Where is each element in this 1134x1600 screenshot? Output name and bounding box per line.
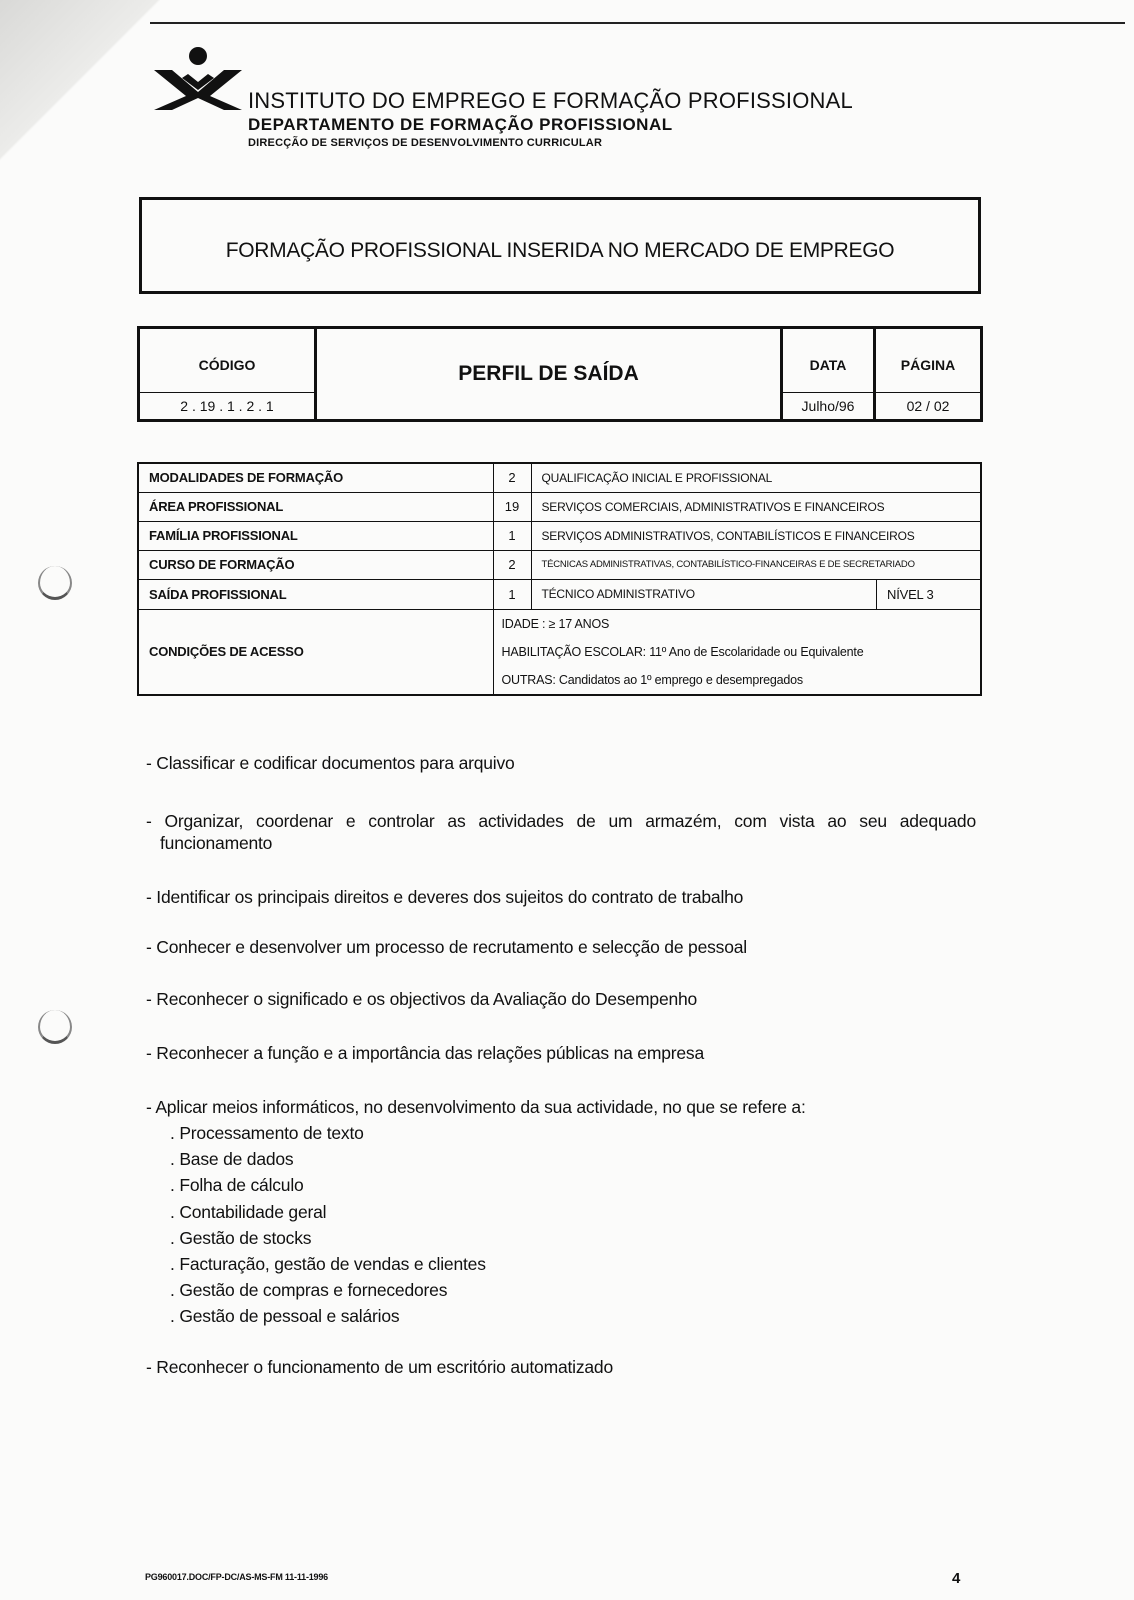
acesso-outras: OUTRAS: Candidatos ao 1º emprego e desempregados: [501, 672, 803, 687]
row-number: 1: [493, 579, 531, 609]
sub-item: . Base de dados: [170, 1149, 294, 1169]
row-label: ÁREA PROFISSIONAL: [138, 492, 493, 521]
sub-item: . Gestão de stocks: [170, 1228, 312, 1248]
row-description: SERVIÇOS COMERCIAIS, ADMINISTRATIVOS E FINANCEIROS: [531, 492, 981, 521]
profile-title: PERFIL DE SAÍDA: [458, 362, 639, 385]
list-item: - Organizar, coordenar e controlar as actividades de um armazém, com vista ao seu adequado funcionamento: [146, 811, 976, 853]
sub-item: . Contabilidade geral: [170, 1202, 327, 1222]
list-item: - Reconhecer a função e a importância das relações públicas na empresa: [146, 1043, 704, 1063]
list-item: - Reconhecer o significado e os objectivos da Avaliação do Desempenho: [146, 989, 698, 1009]
sub-item: . Folha de cálculo: [170, 1175, 304, 1195]
punch-hole-top: [38, 566, 72, 600]
sub-item: . Processamento de texto: [170, 1123, 364, 1143]
list-item: - Aplicar meios informáticos, no desenvolvimento da sua actividade, no que se refere a:: [146, 1097, 806, 1117]
data-cell: [780, 329, 876, 419]
row-label: CURSO DE FORMAÇÃO: [138, 550, 493, 579]
profile-info-box: [137, 326, 983, 422]
row-number: 2: [493, 463, 531, 492]
top-rule: [150, 22, 1125, 24]
saida-description: TÉCNICO ADMINISTRATIVO: [541, 587, 695, 601]
row-number: 1: [493, 521, 531, 550]
codigo-value: 2 . 19 . 1 . 2 . 1: [140, 392, 314, 419]
list-item: - Classificar e codificar documentos para arquivo: [146, 753, 515, 773]
sub-item: . Gestão de pessoal e salários: [170, 1306, 400, 1326]
acesso-label: CONDIÇÕES DE ACESSO: [138, 609, 493, 695]
institute-name: INSTITUTO DO EMPREGO E FORMAÇÃO PROFISSIONAL: [248, 88, 853, 113]
sub-item: . Gestão de compras e fornecedores: [170, 1280, 448, 1300]
data-value: Julho/96: [783, 392, 873, 419]
codigo-cell: [140, 329, 317, 419]
data-label: DATA: [809, 357, 847, 373]
pagina-value: 02 / 02: [876, 392, 980, 419]
row-number: 2: [493, 550, 531, 579]
pagina-label: PÁGINA: [900, 357, 956, 373]
list-item: - Conhecer e desenvolver um processo de recrutamento e selecção de pessoal: [146, 937, 747, 957]
table-row: [138, 463, 981, 492]
nivel-value: NÍVEL 3: [876, 580, 980, 609]
iefp-logo-icon: [152, 44, 244, 114]
direction-name: DIRECÇÃO DE SERVIÇOS DE DESENVOLVIMENTO CURRICULAR: [248, 137, 603, 149]
list-item: - Reconhecer o funcionamento de um escritório automatizado: [146, 1357, 613, 1377]
row-description: QUALIFICAÇÃO INICIAL E PROFISSIONAL: [531, 463, 981, 492]
folded-corner: [0, 0, 160, 190]
department-name: DEPARTAMENTO DE FORMAÇÃO PROFISSIONAL: [248, 115, 673, 134]
table-row: [138, 550, 981, 579]
row-description: [531, 579, 981, 609]
row-description: TÉCNICAS ADMINISTRATIVAS, CONTABILÍSTICO-FINANCEIRAS E DE SECRETARIADO: [531, 550, 981, 579]
letterhead: [152, 40, 1052, 160]
acesso-idade: IDADE : ≥ 17 ANOS: [501, 616, 610, 631]
pagina-cell: [876, 329, 980, 419]
table-row: [138, 609, 981, 695]
acesso-details: [493, 609, 981, 695]
codigo-label: CÓDIGO: [198, 357, 256, 373]
acesso-habilitacao: HABILITAÇÃO ESCOLAR: 11º Ano de Escolaridade ou Equivalente: [501, 644, 864, 659]
table-row: [138, 492, 981, 521]
row-label: SAÍDA PROFISSIONAL: [138, 579, 493, 609]
program-banner: [139, 197, 981, 294]
row-number: 19: [493, 492, 531, 521]
list-item: - Identificar os principais direitos e deveres dos sujeitos do contrato de trabalho: [146, 887, 744, 907]
perfil-cell: [317, 329, 780, 419]
document-reference: PG960017.DOC/FP-DC/AS-MS-FM 11-11-1996: [145, 1572, 328, 1582]
page-number: 4: [952, 1570, 961, 1587]
row-label: MODALIDADES DE FORMAÇÃO: [138, 463, 493, 492]
sub-item: . Facturação, gestão de vendas e clientes: [170, 1254, 486, 1274]
punch-hole-bottom: [38, 1010, 72, 1044]
row-description: SERVIÇOS ADMINISTRATIVOS, CONTABILÍSTICOS E FINANCEIROS: [531, 521, 981, 550]
table-row: [138, 521, 981, 550]
row-label: FAMÍLIA PROFISSIONAL: [138, 521, 493, 550]
modalidades-table: [137, 462, 982, 696]
table-row: [138, 579, 981, 609]
banner-title: FORMAÇÃO PROFISSIONAL INSERIDA NO MERCADO DE EMPREGO: [225, 238, 895, 262]
